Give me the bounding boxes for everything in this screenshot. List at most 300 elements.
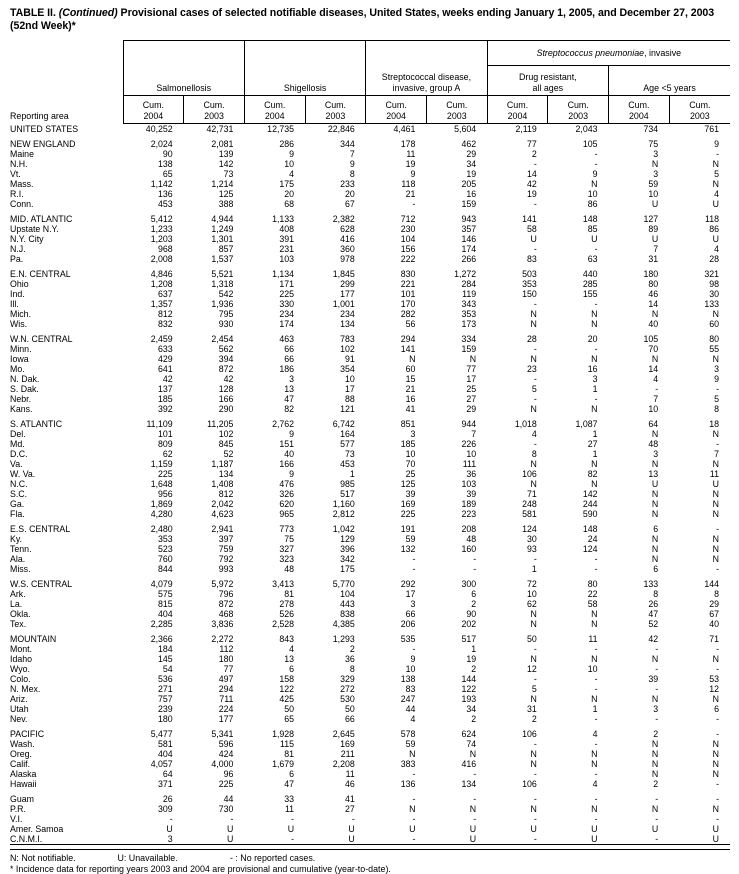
value-cell: 10 <box>366 449 427 459</box>
value-cell: 292 <box>366 579 427 589</box>
reporting-area-cell: Ariz. <box>10 694 123 704</box>
value-cell: N <box>669 489 730 499</box>
value-cell: 60 <box>366 364 427 374</box>
group-header-line: Salmonellosis <box>124 83 244 94</box>
value-cell: 3,413 <box>244 579 305 589</box>
value-cell: N <box>366 804 427 814</box>
value-cell: N <box>609 159 670 169</box>
value-cell: 575 <box>123 589 184 599</box>
value-cell: 28 <box>487 334 548 344</box>
value-cell: 6 <box>426 589 487 599</box>
value-cell: N <box>487 479 548 489</box>
value-cell: 272 <box>305 684 366 694</box>
value-cell: 145 <box>123 654 184 664</box>
reporting-area-cell: Okla. <box>10 609 123 619</box>
value-cell: 294 <box>366 334 427 344</box>
value-cell: 138 <box>123 159 184 169</box>
table-row <box>10 644 730 654</box>
value-cell: 16 <box>366 394 427 404</box>
reporting-area-cell: Colo. <box>10 674 123 684</box>
value-cell: 223 <box>426 509 487 519</box>
value-cell: 9 <box>244 149 305 159</box>
value-cell: 185 <box>123 394 184 404</box>
value-cell: - <box>669 794 730 804</box>
table-title-label: TABLE II. <box>10 7 56 19</box>
table-row <box>10 779 730 789</box>
group-header <box>609 66 730 96</box>
reporting-area-header: Reporting area <box>10 41 123 124</box>
strep-pneumoniae-header <box>487 41 730 66</box>
value-cell: 178 <box>366 139 427 149</box>
value-cell: 106 <box>487 779 548 789</box>
reporting-area-cell: W.N. CENTRAL <box>10 334 123 344</box>
value-cell: 56 <box>366 319 427 329</box>
value-cell: 119 <box>426 289 487 299</box>
value-cell: 12 <box>487 664 548 674</box>
value-cell: N <box>669 499 730 509</box>
value-cell: 581 <box>487 509 548 519</box>
value-cell: 463 <box>244 334 305 344</box>
value-cell: - <box>366 554 427 564</box>
cum-col-header <box>366 96 427 124</box>
value-cell: 148 <box>548 214 609 224</box>
value-cell: 809 <box>123 439 184 449</box>
value-cell: 80 <box>609 279 670 289</box>
reporting-area-cell: N.Y. City <box>10 234 123 244</box>
value-cell: - <box>487 244 548 254</box>
value-cell: N <box>548 404 609 414</box>
value-cell: 353 <box>426 309 487 319</box>
table-row <box>10 524 730 534</box>
table-row <box>10 254 730 264</box>
cum-label: Cum. <box>609 100 669 111</box>
footnote-n: N: Not notifiable. <box>10 853 115 864</box>
value-cell: 36 <box>426 469 487 479</box>
value-cell: 144 <box>669 579 730 589</box>
value-cell: 4 <box>609 374 670 384</box>
value-cell: 96 <box>184 769 245 779</box>
value-cell: 4,079 <box>123 579 184 589</box>
value-cell: 138 <box>366 674 427 684</box>
table-row <box>10 509 730 519</box>
value-cell: 8 <box>305 169 366 179</box>
value-cell: 497 <box>184 674 245 684</box>
table-row <box>10 704 730 714</box>
value-cell: - <box>366 644 427 654</box>
value-cell: N <box>669 769 730 779</box>
value-cell: 429 <box>123 354 184 364</box>
table-row <box>10 834 730 845</box>
reporting-area-cell: Hawaii <box>10 779 123 789</box>
value-cell: 16 <box>548 364 609 374</box>
value-cell: 321 <box>669 269 730 279</box>
value-cell: - <box>609 684 670 694</box>
value-cell: N <box>609 499 670 509</box>
value-cell: 5 <box>487 684 548 694</box>
value-cell: 75 <box>244 534 305 544</box>
value-cell: 440 <box>548 269 609 279</box>
value-cell: 202 <box>426 619 487 629</box>
value-cell: - <box>487 769 548 779</box>
value-cell: U <box>426 824 487 834</box>
value-cell: 12,735 <box>244 124 305 135</box>
value-cell: - <box>548 684 609 694</box>
value-cell: N <box>548 459 609 469</box>
value-cell: 930 <box>184 319 245 329</box>
reporting-area-cell: Ohio <box>10 279 123 289</box>
value-cell: - <box>487 674 548 684</box>
value-cell: U <box>548 234 609 244</box>
value-cell: 641 <box>123 364 184 374</box>
value-cell: 62 <box>123 449 184 459</box>
value-cell: 2,528 <box>244 619 305 629</box>
value-cell: N <box>366 749 427 759</box>
value-cell: 282 <box>366 309 427 319</box>
value-cell: - <box>548 244 609 254</box>
value-cell: 536 <box>123 674 184 684</box>
value-cell: 394 <box>184 354 245 364</box>
value-cell: 562 <box>184 344 245 354</box>
value-cell: 141 <box>366 344 427 354</box>
table-row <box>10 459 730 469</box>
value-cell: N <box>609 459 670 469</box>
reporting-area-cell: Calif. <box>10 759 123 769</box>
value-cell: 64 <box>123 769 184 779</box>
value-cell: U <box>609 479 670 489</box>
value-cell: 1,203 <box>123 234 184 244</box>
group-header <box>244 66 365 96</box>
value-cell: 838 <box>305 609 366 619</box>
value-cell: 1 <box>305 469 366 479</box>
value-cell: 175 <box>244 179 305 189</box>
value-cell: 21 <box>366 384 427 394</box>
value-cell: 26 <box>123 794 184 804</box>
value-cell: 166 <box>184 394 245 404</box>
table-row <box>10 469 730 479</box>
value-cell: 7 <box>609 394 670 404</box>
value-cell: 142 <box>184 159 245 169</box>
value-cell: 31 <box>609 254 670 264</box>
value-cell: 74 <box>426 739 487 749</box>
value-cell: 173 <box>426 319 487 329</box>
value-cell: 14 <box>609 364 670 374</box>
value-cell: 11,205 <box>184 419 245 429</box>
value-cell: - <box>609 814 670 824</box>
value-cell: 33 <box>244 794 305 804</box>
table-row <box>10 394 730 404</box>
value-cell: - <box>669 714 730 724</box>
value-cell: 63 <box>548 254 609 264</box>
value-cell: 9 <box>244 469 305 479</box>
value-cell: U <box>487 824 548 834</box>
value-cell: 1 <box>426 644 487 654</box>
value-cell: N <box>609 354 670 364</box>
value-cell: - <box>487 834 548 845</box>
value-cell: - <box>548 794 609 804</box>
value-cell: - <box>487 394 548 404</box>
cum-label: Cum. <box>184 100 244 111</box>
reporting-area-cell: E.S. CENTRAL <box>10 524 123 534</box>
value-cell: 52 <box>609 619 670 629</box>
value-cell: 11 <box>305 769 366 779</box>
value-cell: 104 <box>305 589 366 599</box>
value-cell: 872 <box>184 599 245 609</box>
value-cell: 9 <box>244 429 305 439</box>
cum-label: Cum. <box>124 100 184 111</box>
value-cell: N <box>487 804 548 814</box>
table-row <box>10 759 730 769</box>
value-cell: N <box>548 759 609 769</box>
value-cell: 3 <box>609 704 670 714</box>
value-cell: - <box>669 729 730 739</box>
value-cell: - <box>366 564 427 574</box>
cum-label: Cum. <box>670 100 730 111</box>
value-cell: - <box>548 644 609 654</box>
value-cell: 956 <box>123 489 184 499</box>
value-cell: 4 <box>487 429 548 439</box>
footnote-legend <box>10 853 730 864</box>
value-cell: 125 <box>184 189 245 199</box>
value-cell: 2,382 <box>305 214 366 224</box>
value-cell: 1,408 <box>184 479 245 489</box>
value-cell: 476 <box>244 479 305 489</box>
cum-col-header <box>548 96 609 124</box>
value-cell: 44 <box>184 794 245 804</box>
value-cell: 734 <box>609 124 670 135</box>
table-row <box>10 159 730 169</box>
value-cell: 10 <box>548 664 609 674</box>
value-cell: 55 <box>669 344 730 354</box>
value-cell: - <box>669 564 730 574</box>
value-cell: N <box>669 159 730 169</box>
value-cell: 832 <box>123 319 184 329</box>
value-cell: N <box>609 739 670 749</box>
value-cell: 286 <box>244 139 305 149</box>
value-cell: - <box>548 739 609 749</box>
footnote-asterisk: * Incidence data for reporting years 2003 and 2004 are provisional and cumulative (year-to-date). <box>10 864 730 874</box>
value-cell: 1,301 <box>184 234 245 244</box>
value-cell: U <box>669 824 730 834</box>
value-cell: 812 <box>123 309 184 319</box>
value-cell: - <box>487 344 548 354</box>
value-cell: 171 <box>244 279 305 289</box>
value-cell: 66 <box>305 714 366 724</box>
value-cell: 16 <box>426 189 487 199</box>
table-row <box>10 279 730 289</box>
value-cell: - <box>366 769 427 779</box>
value-cell: 578 <box>366 729 427 739</box>
value-cell: N <box>669 179 730 189</box>
value-cell: 169 <box>305 739 366 749</box>
value-cell: 404 <box>123 749 184 759</box>
value-cell: N <box>487 319 548 329</box>
reporting-area-cell: S. ATLANTIC <box>10 419 123 429</box>
reporting-area-cell: Mass. <box>10 179 123 189</box>
value-cell: N <box>609 749 670 759</box>
value-cell: 4,000 <box>184 759 245 769</box>
reporting-area-cell: Kans. <box>10 404 123 414</box>
value-cell: 21 <box>366 189 427 199</box>
value-cell: N <box>487 749 548 759</box>
table-row <box>10 214 730 224</box>
value-cell: 224 <box>184 704 245 714</box>
table-row <box>10 299 730 309</box>
value-cell: 334 <box>426 334 487 344</box>
value-cell: 845 <box>184 439 245 449</box>
value-cell: - <box>487 739 548 749</box>
value-cell: 101 <box>123 429 184 439</box>
value-cell: 11 <box>548 634 609 644</box>
table-row <box>10 169 730 179</box>
value-cell: 39 <box>609 674 670 684</box>
value-cell: N <box>487 694 548 704</box>
value-cell: 40 <box>244 449 305 459</box>
value-cell: 581 <box>123 739 184 749</box>
value-cell: U <box>609 234 670 244</box>
value-cell: N <box>548 479 609 489</box>
value-cell: 128 <box>184 384 245 394</box>
table-row <box>10 149 730 159</box>
value-cell: 23 <box>487 364 548 374</box>
value-cell: 88 <box>305 394 366 404</box>
value-cell: N <box>609 534 670 544</box>
value-cell: N <box>487 459 548 469</box>
value-cell: 1,208 <box>123 279 184 289</box>
value-cell: N <box>426 354 487 364</box>
value-cell: 1,357 <box>123 299 184 309</box>
value-cell: 180 <box>123 714 184 724</box>
table-row <box>10 554 730 564</box>
value-cell: 596 <box>184 739 245 749</box>
value-cell: 15 <box>366 374 427 384</box>
value-cell: 965 <box>244 509 305 519</box>
value-cell: 6 <box>244 664 305 674</box>
value-cell: 39 <box>426 489 487 499</box>
value-cell: 234 <box>244 309 305 319</box>
value-cell: 73 <box>305 449 366 459</box>
table-row <box>10 729 730 739</box>
value-cell: 468 <box>184 609 245 619</box>
table-title-text: Provisional cases of selected notifiable diseases, United States, weeks ending January 1, 2005, and December 27, 2003 (52nd Week)* <box>10 7 714 32</box>
value-cell: U <box>548 824 609 834</box>
value-cell: 144 <box>426 674 487 684</box>
table-row <box>10 589 730 599</box>
value-cell: 18 <box>669 419 730 429</box>
value-cell: - <box>669 664 730 674</box>
value-cell: 353 <box>487 279 548 289</box>
value-cell: 396 <box>305 544 366 554</box>
value-cell: 71 <box>669 634 730 644</box>
value-cell: 25 <box>426 384 487 394</box>
value-cell: U <box>426 834 487 845</box>
value-cell: 121 <box>305 404 366 414</box>
reporting-area-cell: N.H. <box>10 159 123 169</box>
reporting-area-cell: R.I. <box>10 189 123 199</box>
value-cell: 1,869 <box>123 499 184 509</box>
value-cell: 42 <box>609 634 670 644</box>
value-cell: 1,134 <box>244 269 305 279</box>
value-cell: 2 <box>609 779 670 789</box>
reporting-area-cell: S.C. <box>10 489 123 499</box>
value-cell: 10 <box>609 404 670 414</box>
value-cell: 2,812 <box>305 509 366 519</box>
value-cell: 30 <box>487 534 548 544</box>
value-cell: 146 <box>426 234 487 244</box>
cum-col-header <box>609 96 670 124</box>
reporting-area-cell: Ky. <box>10 534 123 544</box>
value-cell: - <box>548 814 609 824</box>
value-cell: 323 <box>244 554 305 564</box>
value-cell: 391 <box>244 234 305 244</box>
value-cell: 294 <box>184 684 245 694</box>
reporting-area-cell: Iowa <box>10 354 123 364</box>
table-row <box>10 354 730 364</box>
reporting-area-cell: Md. <box>10 439 123 449</box>
value-cell: 177 <box>184 714 245 724</box>
reporting-area-cell: Va. <box>10 459 123 469</box>
value-cell: N <box>426 749 487 759</box>
value-cell: 1,159 <box>123 459 184 469</box>
value-cell: - <box>366 834 427 845</box>
value-cell: 159 <box>426 199 487 209</box>
value-cell: 4,057 <box>123 759 184 769</box>
reporting-area-cell: Guam <box>10 794 123 804</box>
value-cell: 5,521 <box>184 269 245 279</box>
value-cell: 4,280 <box>123 509 184 519</box>
year-label: 2004 <box>124 111 184 122</box>
value-cell: 857 <box>184 244 245 254</box>
reporting-area-cell: Ark. <box>10 589 123 599</box>
value-cell: 65 <box>123 169 184 179</box>
value-cell: - <box>548 394 609 404</box>
value-cell: N <box>548 319 609 329</box>
value-cell: 67 <box>669 609 730 619</box>
value-cell: 133 <box>609 579 670 589</box>
value-cell: N <box>669 309 730 319</box>
value-cell: - <box>609 384 670 394</box>
table-row <box>10 694 730 704</box>
header-spacer-strep-a <box>366 41 487 66</box>
value-cell: 5 <box>669 394 730 404</box>
cum-col-header <box>244 96 305 124</box>
value-cell: 19 <box>366 159 427 169</box>
value-cell: - <box>548 554 609 564</box>
value-cell: 10 <box>244 159 305 169</box>
reporting-area-cell: Wis. <box>10 319 123 329</box>
value-cell: 299 <box>305 279 366 289</box>
value-cell: 71 <box>487 489 548 499</box>
value-cell: - <box>487 439 548 449</box>
value-cell: 1,537 <box>184 254 245 264</box>
value-cell: 542 <box>184 289 245 299</box>
value-cell: N <box>548 619 609 629</box>
value-cell: 425 <box>244 694 305 704</box>
reporting-area-cell: MID. ATLANTIC <box>10 214 123 224</box>
value-cell: - <box>487 814 548 824</box>
value-cell: 11,109 <box>123 419 184 429</box>
value-cell: 2 <box>426 599 487 609</box>
value-cell: 795 <box>184 309 245 319</box>
group-header <box>487 66 608 96</box>
value-cell: 9 <box>669 139 730 149</box>
value-cell: 342 <box>305 554 366 564</box>
value-cell: 80 <box>669 334 730 344</box>
group-header-line: all ages <box>488 83 608 94</box>
value-cell: - <box>548 714 609 724</box>
value-cell: U <box>244 824 305 834</box>
value-cell: 230 <box>366 224 427 234</box>
value-cell: 82 <box>548 469 609 479</box>
